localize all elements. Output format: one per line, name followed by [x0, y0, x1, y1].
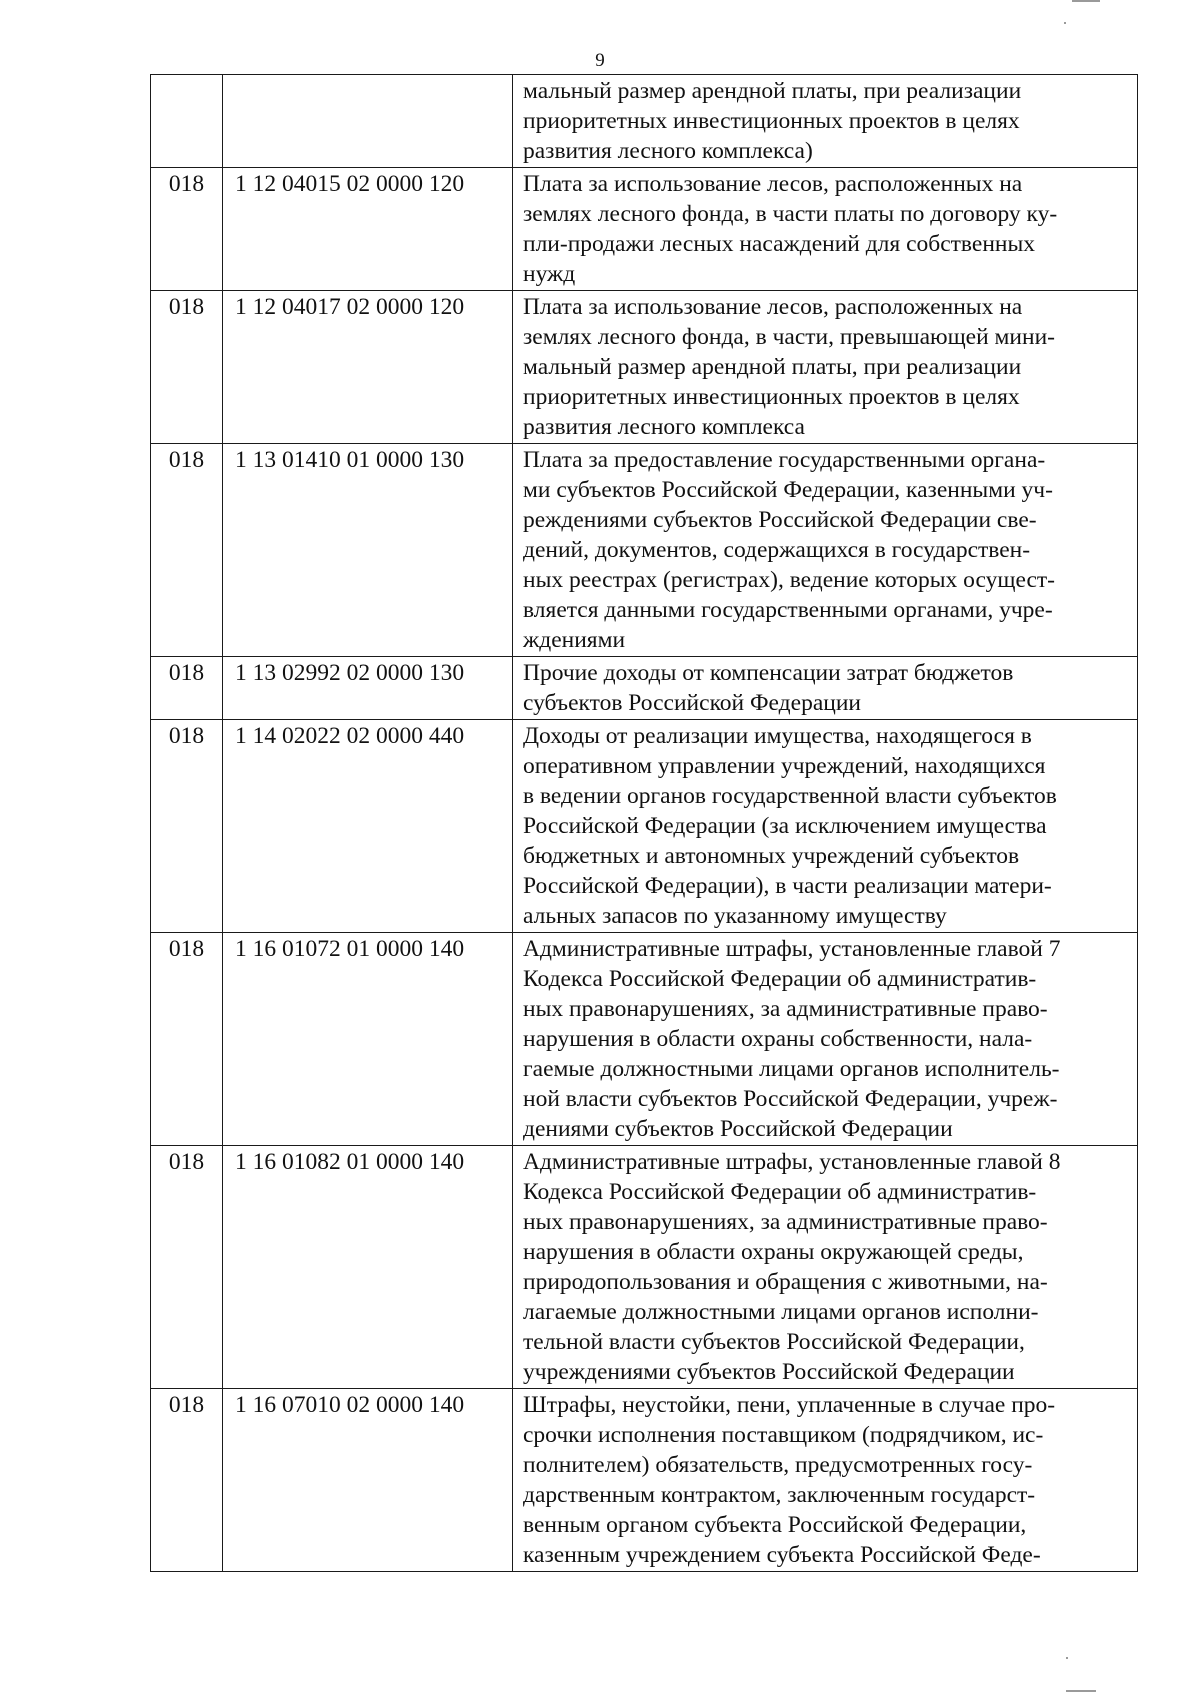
description-line: субъектов Российской Федерации [523, 690, 861, 716]
admin-code-cell: 018 [151, 720, 223, 933]
description-line: венным органом субъекта Российской Федерации, [523, 1512, 1027, 1538]
table-row [151, 657, 1138, 720]
budget-code-cell: 1 12 04015 02 0000 120 [223, 168, 513, 291]
scan-artifact [1064, 22, 1066, 24]
description-line: срочки исполнения поставщиком (подрядчиком, ис- [523, 1422, 1044, 1448]
description-line: альных запасов по указанному имуществу [523, 903, 947, 929]
admin-code-cell: 018 [151, 933, 223, 1146]
description-cell [513, 75, 1138, 168]
description-line: Плата за использование лесов, расположенных на [523, 171, 1023, 197]
description-line: Административные штрафы, установленные главой 7 [523, 936, 1061, 962]
description-line: мальный размер арендной платы, при реализации [523, 354, 1022, 380]
description-cell [513, 1389, 1138, 1572]
page-number: 9 [595, 50, 605, 71]
admin-code-cell: 018 [151, 1146, 223, 1389]
description-line: дений, документов, содержащихся в государствен- [523, 537, 1031, 563]
budget-code-cell: 1 16 01072 01 0000 140 [223, 933, 513, 1146]
description-line: дарственным контрактом, заключенным государст- [523, 1482, 1036, 1508]
description-line: полнителем) обязательств, предусмотренных госу- [523, 1452, 1033, 1478]
budget-code-cell: 1 12 04017 02 0000 120 [223, 291, 513, 444]
description-line: оперативном управлении учреждений, находящихся [523, 753, 1046, 779]
description-line: Российской Федерации (за исключением имущества [523, 813, 1047, 839]
description-line: ми субъектов Российской Федерации, казенными уч- [523, 477, 1053, 503]
description-line: развития лесного комплекса [523, 414, 805, 440]
description-line: нарушения в области охраны окружающей среды, [523, 1239, 1024, 1265]
admin-code-cell: 018 [151, 657, 223, 720]
description-cell [513, 933, 1138, 1146]
description-line: мальный размер арендной платы, при реализации [523, 78, 1022, 104]
description-line: Кодекса Российской Федерации об административ- [523, 1179, 1037, 1205]
table-row [151, 291, 1138, 444]
description-line: в ведении органов государственной власти субъектов [523, 783, 1057, 809]
description-line: реждениями субъектов Российской Федерации све- [523, 507, 1037, 533]
description-line: бюджетных и автономных учреждений субъектов [523, 843, 1020, 869]
budget-code-cell: 1 13 02992 02 0000 130 [223, 657, 513, 720]
description-line: Прочие доходы от компенсации затрат бюджетов [523, 660, 1014, 686]
description-cell [513, 444, 1138, 657]
description-line: Штрафы, неустойки, пени, уплаченные в случае про- [523, 1392, 1056, 1418]
description-line: Российской Федерации), в части реализации матери- [523, 873, 1052, 899]
description-line: приоритетных инвестиционных проектов в целях [523, 108, 1020, 134]
description-line: землях лесного фонда, в части платы по договору ку- [523, 201, 1058, 227]
description-cell [513, 657, 1138, 720]
admin-code-cell: 018 [151, 291, 223, 444]
description-line: тельной власти субъектов Российской Федерации, [523, 1329, 1025, 1355]
description-line: ной власти субъектов Российской Федерации, учреж- [523, 1086, 1058, 1112]
table-body [151, 75, 1138, 1572]
description-cell [513, 168, 1138, 291]
budget-code-cell: 1 16 01082 01 0000 140 [223, 1146, 513, 1389]
budget-code-cell [223, 75, 513, 168]
admin-code-cell: 018 [151, 444, 223, 657]
scan-artifact [1066, 1690, 1096, 1692]
admin-code-cell: 018 [151, 1389, 223, 1572]
description-cell [513, 291, 1138, 444]
description-line: ных реестрах (регистрах), ведение которых осущест- [523, 567, 1055, 593]
budget-code-cell: 1 14 02022 02 0000 440 [223, 720, 513, 933]
admin-code-cell [151, 75, 223, 168]
scan-artifact [1072, 0, 1100, 2]
table-row [151, 444, 1138, 657]
revenue-codes-table [150, 74, 1138, 1572]
description-line: Доходы от реализации имущества, находящегося в [523, 723, 1032, 749]
table-row [151, 1389, 1138, 1572]
budget-code-cell: 1 13 01410 01 0000 130 [223, 444, 513, 657]
description-cell [513, 1146, 1138, 1389]
description-line: ных правонарушениях, за административные право- [523, 1209, 1048, 1235]
scan-artifact [1066, 1657, 1068, 1659]
description-line: землях лесного фонда, в части, превышающей мини- [523, 324, 1055, 350]
admin-code-cell: 018 [151, 168, 223, 291]
table-row [151, 75, 1138, 168]
description-line: гаемые должностными лицами органов исполнитель- [523, 1056, 1060, 1082]
description-line: вляется данными государственными органами, учре- [523, 597, 1053, 623]
description-line: дениями субъектов Российской Федерации [523, 1116, 953, 1142]
description-line: природопользования и обращения с животными, на- [523, 1269, 1048, 1295]
table-row [151, 1146, 1138, 1389]
description-line: Плата за предоставление государственными органа- [523, 447, 1046, 473]
description-line: казенным учреждением субъекта Российской Феде- [523, 1542, 1041, 1568]
description-line: пли-продажи лесных насаждений для собственных [523, 231, 1036, 257]
budget-code-cell: 1 16 07010 02 0000 140 [223, 1389, 513, 1572]
description-line: Плата за использование лесов, расположенных на [523, 294, 1023, 320]
description-line: нужд [523, 261, 576, 287]
description-line: ных правонарушениях, за административные право- [523, 996, 1048, 1022]
table-row [151, 720, 1138, 933]
description-line: приоритетных инвестиционных проектов в целях [523, 384, 1020, 410]
description-line: ждениями [523, 627, 626, 653]
description-line: нарушения в области охраны собственности, нала- [523, 1026, 1033, 1052]
description-line: учреждениями субъектов Российской Федерации [523, 1359, 1015, 1385]
description-line: развития лесного комплекса) [523, 138, 813, 164]
description-line: Кодекса Российской Федерации об административ- [523, 966, 1037, 992]
table-row [151, 168, 1138, 291]
description-cell [513, 720, 1138, 933]
description-line: лагаемые должностными лицами органов исполни- [523, 1299, 1039, 1325]
table-row [151, 933, 1138, 1146]
description-line: Административные штрафы, установленные главой 8 [523, 1149, 1061, 1175]
